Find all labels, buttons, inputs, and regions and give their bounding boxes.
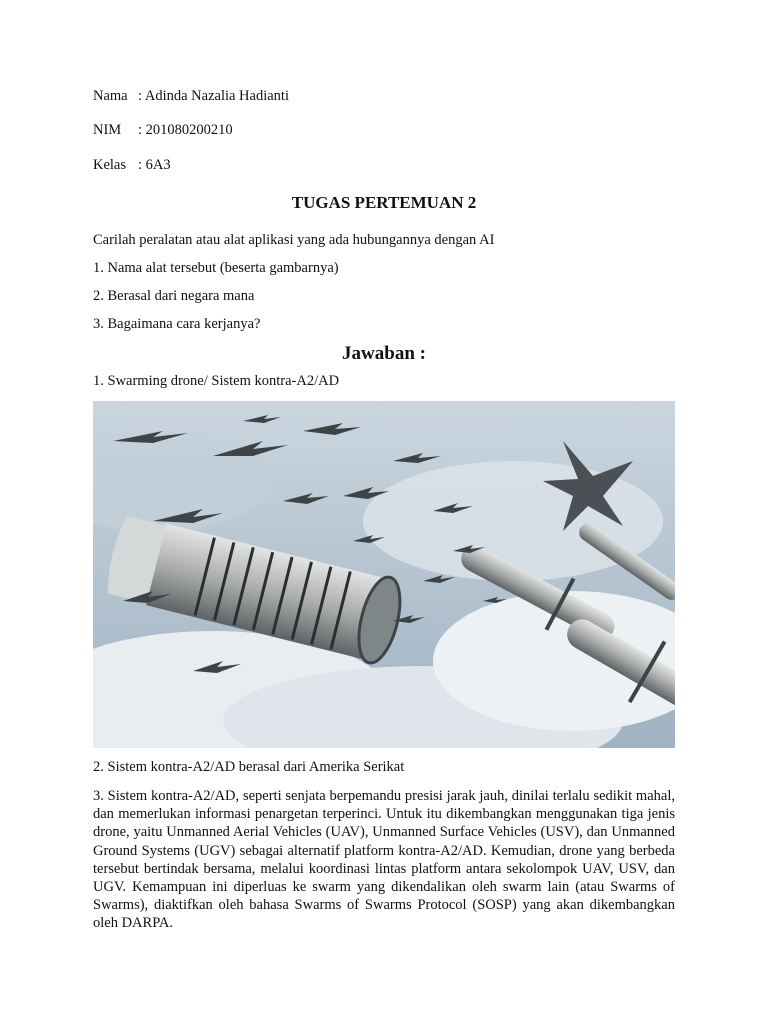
page-title: TUGAS PERTEMUAN 2 [291,193,477,212]
answer-heading: Jawaban : [342,343,426,364]
nim-line [93,122,233,139]
task-question-2: 2. Berasal dari negara mana [93,288,255,304]
nim-value: : 201080200210 [138,122,233,138]
kelas-label: Kelas [93,157,127,173]
answer-1: 1. Swarming drone/ Sistem kontra-A2/AD [93,373,340,389]
kelas-line [93,157,171,174]
answer-3-paragraph: 3. Sistem kontra-A2/AD, seperti senjata berpemandu presisi jarak jauh, dinilai terlalu sedikit mahal, dan memerlukan informasi penargetan terperinci. Untuk itu dikembangkan menggunakan tiga jenis drone, yaitu Unmanned Aerial Vehicles (UAV), Unmanned Surface Vehicles (USV), dan Unmanned Ground Systems (UGV) sebagai alternatif platform kontra-A2/AD. Kemudian, drone yang berbeda tersebut bertindak bersama, melalui koordinasi lintas platform antara sekolompok UAV, USV, dan UGV. Kemampuan ini diperluas ke swarm yang dikendalikan oleh swarm lain (atau Swarms of Swarms), diaktifkan oleh bahasa Swarms of Swarms Protocol (SOSP) yang akan dikembangkan oleh DARPA. [93,788,675,932]
nim-label: NIM [93,122,122,138]
name-label: Nama [93,88,128,104]
task-question-1: 1. Nama alat tersebut (beserta gambarnya) [93,260,339,276]
swarming-drone-image [93,401,675,748]
kelas-value: : 6A3 [138,157,171,173]
name-line [93,88,289,105]
task-question-3: 3. Bagaimana cara kerjanya? [93,316,261,332]
name-value: : Adinda Nazalia Hadianti [138,88,289,104]
answer-2: 2. Sistem kontra-A2/AD berasal dari Amerika Serikat [93,759,405,775]
drone-illustration [93,401,675,748]
task-intro: Carilah peralatan atau alat aplikasi yang ada hubungannya dengan AI [93,232,495,248]
